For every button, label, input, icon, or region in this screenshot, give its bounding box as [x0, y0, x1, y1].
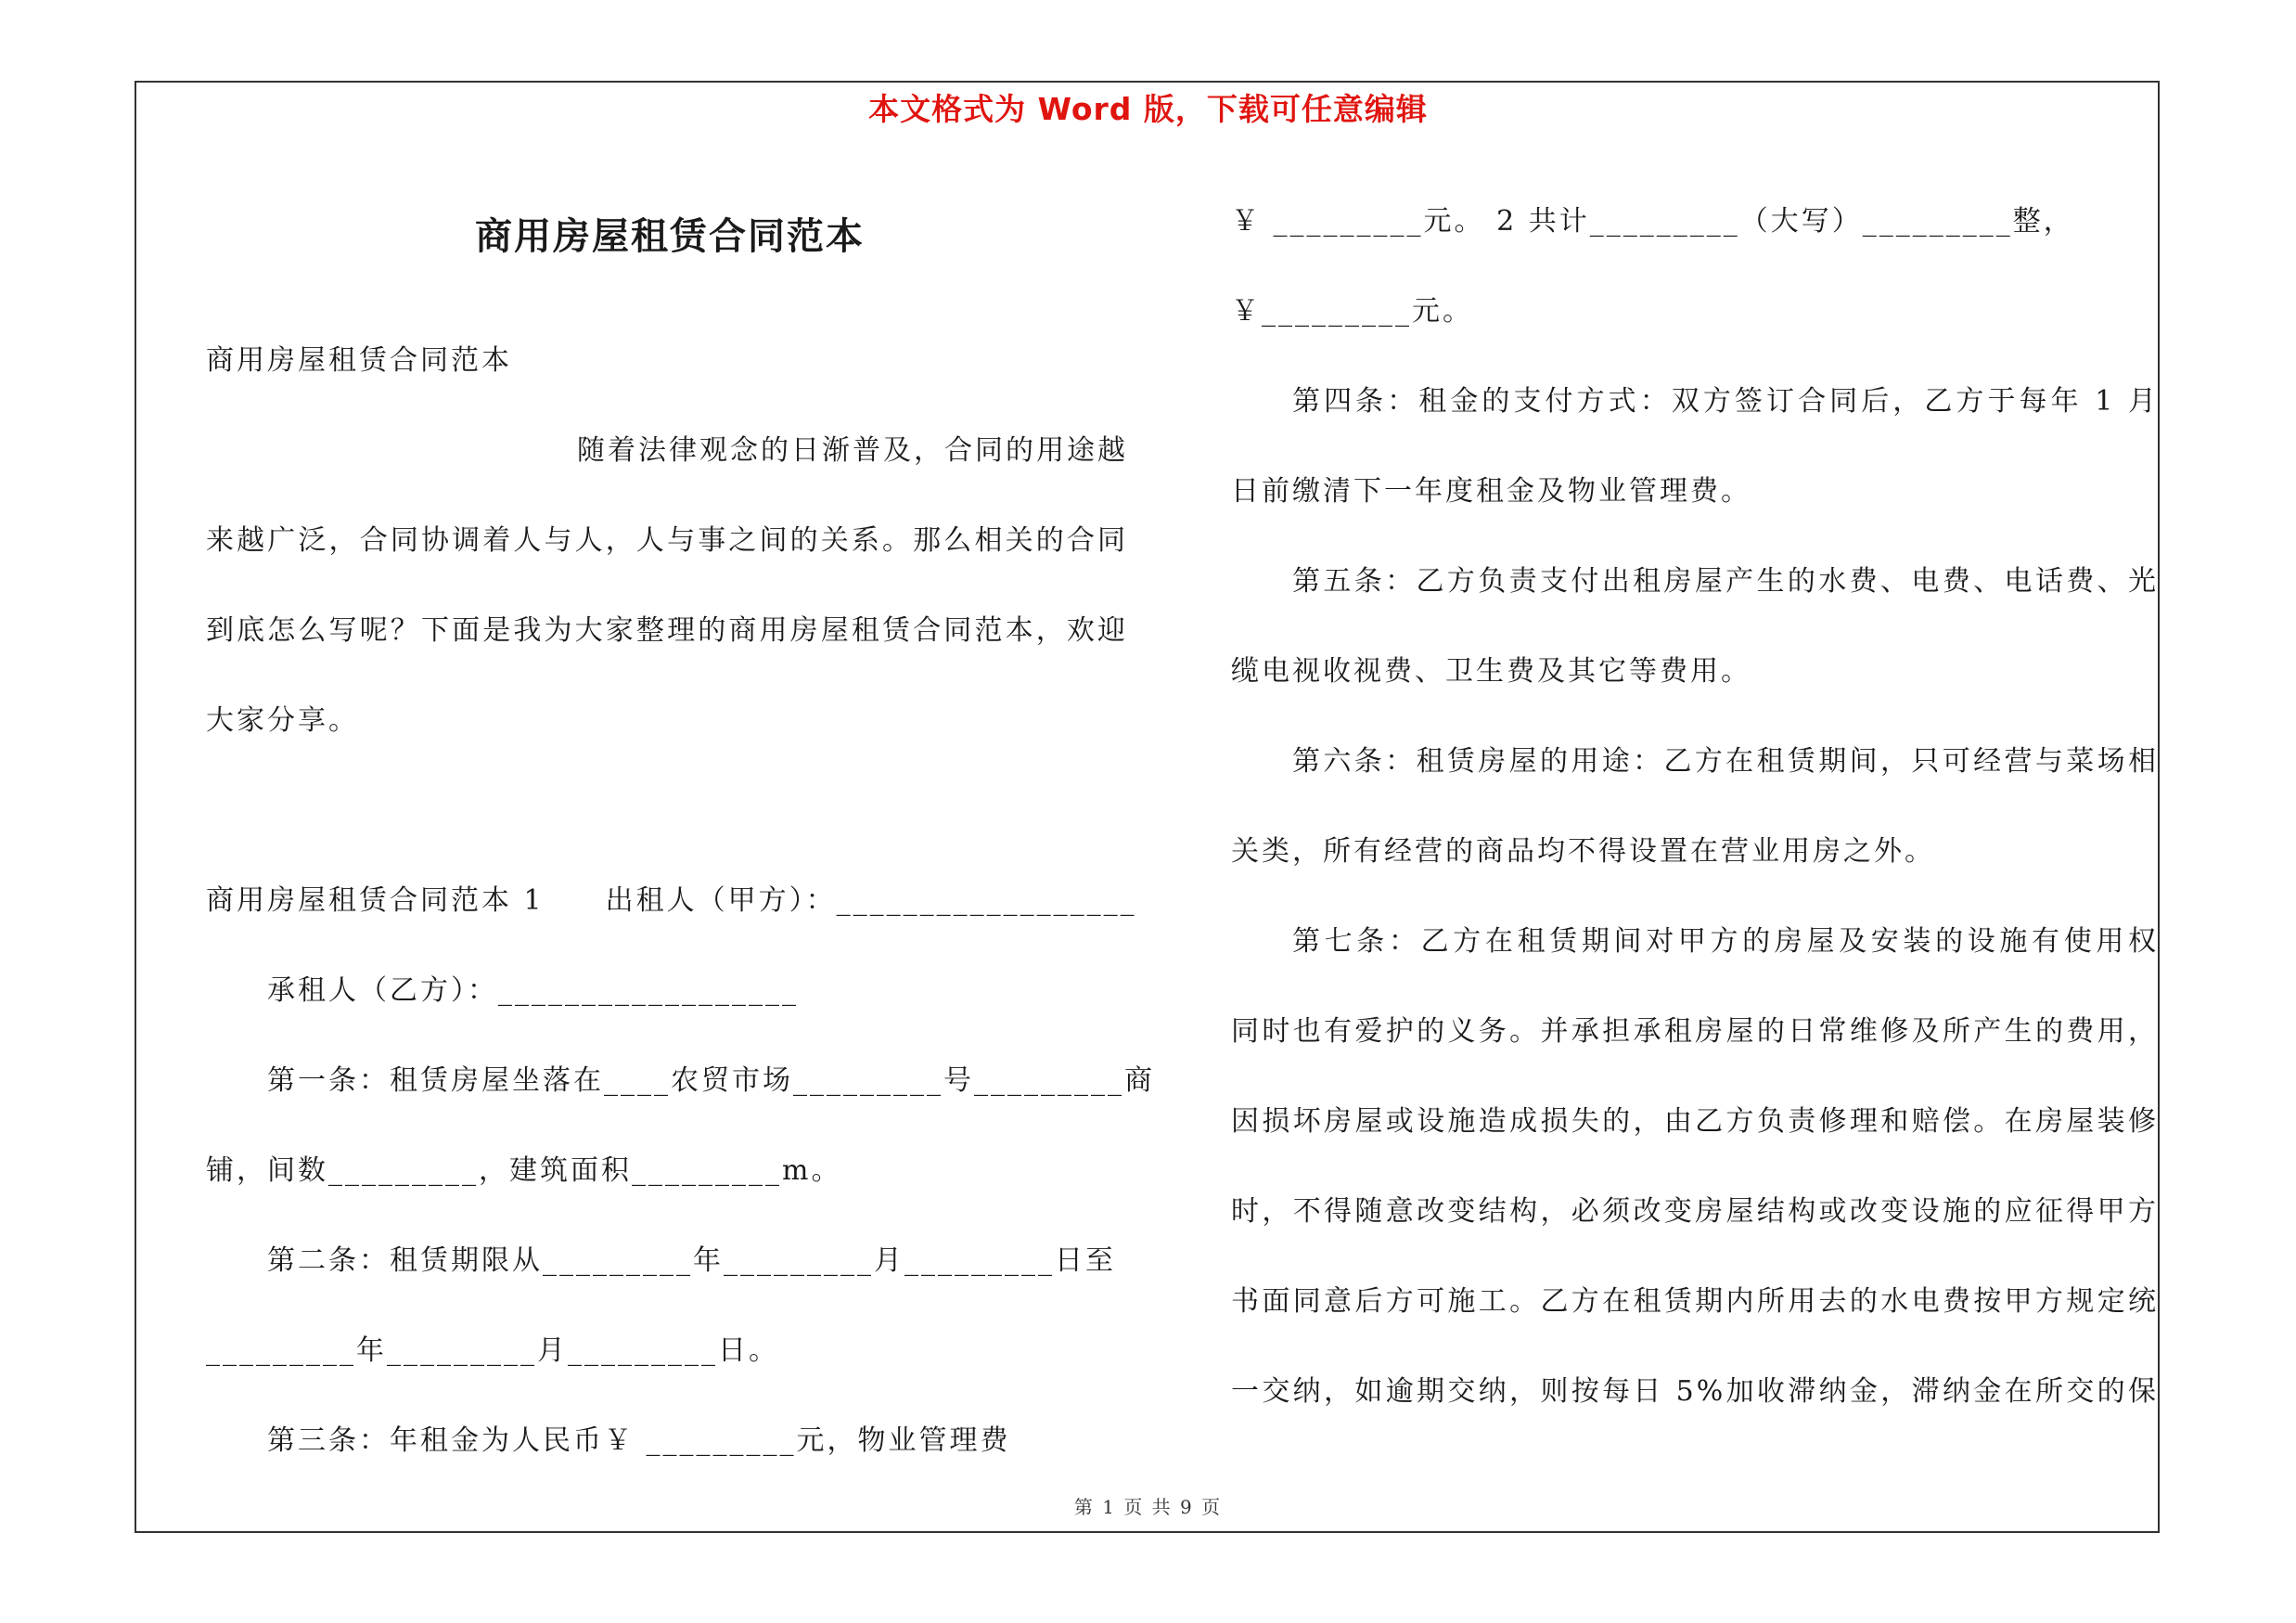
- right-line-article-7d: 时，不得随意改变结构，必须改变房屋结构或改变设施的应征得甲方: [1231, 1195, 2159, 1228]
- right-line-total-amount: ￥_________元。: [1231, 295, 1473, 328]
- left-line-intro-1: 随着法律观念的日渐普及，合同的用途越: [577, 434, 1128, 467]
- right-line-article-5a: 第五条：乙方负责支付出租房屋产生的水费、电费、电话费、光: [1292, 565, 2159, 598]
- right-line-article-7c: 因损坏房屋或设施造成损失的，由乙方负责修理和赔偿。在房屋装修: [1231, 1105, 2159, 1138]
- document-title: 商用房屋租赁合同范本: [475, 214, 865, 258]
- left-line-article-2b: _________年_________月_________日。: [206, 1334, 779, 1367]
- format-banner: 本文格式为 Word 版，下载可任意编辑: [868, 91, 1428, 127]
- right-line-article-7f: 一交纳，如逾期交纳，则按每日 5%加收滞纳金，滞纳金在所交的保: [1231, 1375, 2159, 1408]
- left-line-blank: [206, 766, 1128, 857]
- left-line-intro-3: 到底怎么写呢？下面是我为大家整理的商用房屋租赁合同范本，欢迎: [206, 614, 1128, 647]
- right-line-article-6b: 关类，所有经营的商品均不得设置在营业用房之外。: [1231, 835, 1935, 868]
- left-line-intro-2: 来越广泛，合同协调着人与人，人与事之间的关系。那么相关的合同: [206, 524, 1128, 557]
- right-line-article-4a: 第四条：租金的支付方式：双方签订合同后，乙方于每年 1 月: [1292, 385, 2159, 418]
- right-line-article-7e: 书面同意后方可施工。乙方在租赁期内所用去的水电费按甲方规定统: [1231, 1285, 2159, 1318]
- left-line-article-3a: 第三条：年租金为人民币￥ _________元，物业管理费: [267, 1424, 1011, 1457]
- left-line-intro-4: 大家分享。: [206, 704, 359, 737]
- left-line-subtitle: 商用房屋租赁合同范本: [206, 344, 512, 377]
- left-line-article-1b: 铺，间数_________，建筑面积_________m。: [206, 1154, 842, 1187]
- page-number-footer: 第 1 页 共 9 页: [1073, 1496, 1223, 1518]
- right-line-article-7b: 同时也有爱护的义务。并承担承租房屋的日常维修及所产生的费用，: [1231, 1015, 2159, 1048]
- left-line-lessor: 商用房屋租赁合同范本 1 出租人（甲方）：__________________: [206, 884, 1137, 917]
- right-line-article-7a: 第七条：乙方在租赁期间对甲方的房屋及安装的设施有使用权: [1292, 925, 2159, 958]
- right-line-total: ￥ _________元。 2 共计_________（大写）_________整，: [1231, 205, 2074, 238]
- right-line-article-4b: 日前缴清下一年度租金及物业管理费。: [1231, 475, 1751, 508]
- left-line-article-2a: 第二条：租赁期限从_________年_________月_________日至: [267, 1244, 1116, 1277]
- left-line-lessee: 承租人（乙方）：__________________: [267, 974, 799, 1007]
- right-line-article-6a: 第六条：租赁房屋的用途：乙方在租赁期间，只可经营与菜场相: [1292, 745, 2159, 778]
- right-line-article-5b: 缆电视收视费、卫生费及其它等费用。: [1231, 655, 1751, 688]
- left-line-article-1a: 第一条：租赁房屋坐落在____农贸市场_________号_________商: [267, 1064, 1155, 1097]
